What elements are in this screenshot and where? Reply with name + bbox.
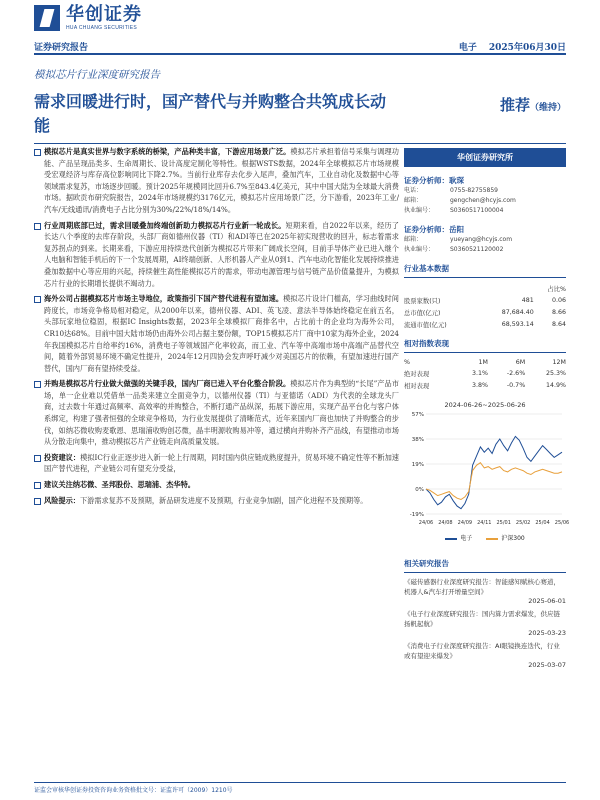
title-divider (34, 143, 566, 144)
y-tick-label: -19% (409, 512, 424, 518)
bullet-body: 模拟芯片承担着信号采集与调理功能、产品呈现品类多、生命周期长、设计高度定制化等特性。根据WSTS数据，2024年全球模拟芯片市场规模受宏观经济与库存高位影响同比下降2.7%。当前行业库存去化步入尾声，叠加汽车，工业自动化及数据中心等领域需求复苏，市场逐步回暖。预计2025年规模同比回升6.7%至843.4亿美元，其中中国大陆为全球最大消费市场。据欧贡布研究院报告，2024年市场规模约3176亿元，模拟芯片应用场景广泛，分下游看，2023年工业/汽车/无线通讯/消费电子占比分别为30%/22%/18%/14%。 (44, 147, 399, 214)
report-subtitle: 模拟芯片行业深度研究报告 (34, 69, 160, 81)
row-value: 481 (521, 296, 534, 304)
x-tick-label: 25/04 (535, 520, 550, 526)
bullet-lead: 模拟芯片是真实世界与数字系统的桥梁，产品种类丰富，下游应用场景广泛。 (44, 147, 291, 156)
y-tick-label: 0% (415, 487, 424, 493)
series-line (426, 463, 562, 500)
contact-key: 邮箱： (404, 197, 423, 204)
logo-cn: 华创证券 (66, 4, 142, 25)
analyst-name: 证券分析师：耿琛 (404, 176, 464, 185)
report-type: 证券研究报告 (34, 43, 89, 53)
perf-header-cell: 12M (552, 358, 566, 366)
perf-header-cell: 1M (478, 358, 488, 366)
table-row (404, 379, 566, 391)
analyst-list (404, 175, 566, 255)
bullet-lead: 行业周期底部已过，需求回暖叠加终端创新助力模拟芯片行业新一轮成长。 (44, 220, 286, 230)
row-pct: 0.06 (551, 296, 566, 304)
row-value: 68,593.14 (501, 320, 534, 328)
related-report-title[interactable]: 《电子行业深度研究报告：国内算力需求爆发，供应链扬帆起航》 (404, 610, 560, 628)
basic-data-title: 行业基本数据 (404, 264, 449, 273)
table-row (404, 306, 566, 318)
x-tick-label: 24/09 (457, 520, 473, 526)
chart-legend (404, 533, 566, 542)
legend-swatch (445, 538, 457, 540)
perf-title: 相对指数表现 (404, 339, 449, 348)
bullet-lead: 并购是模拟芯片行业做大做强的关键手段，国内厂商已进入平台化整合阶段。 (44, 379, 291, 389)
bullet-body: 模拟芯片作为典型的“长尾”产品市场，单一企业难以凭借单一品类来建立全面竞争力，以德州仪器（TI）与亚德诺（ADI）为代表的全球龙头厂商，过去数十年通过高频率、高效率的并购整合，不断打通产品纵深，拓展下游应用，实现产品平台化与客户体系绑定，构建了强者恒强的全球竞争格局，为行业发展提供了清晰范式，近年来国内厂商也加快了并购整合的步伐，如纳芯微收购麦歌恩、思瑞浦收购创芯微，晶丰明源收购易冲等，通过横向并购补齐产品线，有望推动市场从分散走向集中，推动模拟芯片产业链走向高质量发展。 (44, 379, 399, 447)
bullet-body: 短期来看，自2022年以来，经历了长达八个季度的去库存阶段，头部厂商如德州仪器（TI）和ADI等已在2025年初实现营收的回升，标志着需求复苏拐点的到来。长期来看，下游应用持续迭代创新为模拟芯片带来广阔成长空间，目前手导体产业已进入继个人电脑和智能手机后的下一个发展周期，AI终端创新、人形机器人产业从0到1、汽车电动化智能化发展持续推进叠加数据中心等应用的兴起，持续催生高性能模拟芯片的需求，带动电源管理与信号链产品价值量提升，为模拟芯片行业的长期增长提供不竭动力。 (44, 220, 399, 288)
contact-key: 邮箱： (404, 236, 423, 243)
bullet-lead: 海外公司占据模拟芯片市场主导地位，政策指引下国产替代进程有望加速。 (44, 294, 284, 304)
row-label: 股票家数(只) (404, 297, 441, 305)
chart-title: 2024-06-26~2025-06-26 (444, 401, 526, 409)
row-value: -0.7% (506, 381, 526, 389)
y-tick-label: 57% (411, 412, 424, 418)
footer-text: 证监会审核华创证券投资咨询业务资格批文号：证监许可（2009）1210号 (34, 787, 233, 794)
logo-mark-icon (34, 5, 60, 31)
sidebar-head: 华创证券研究所 (404, 148, 566, 167)
related-report-title[interactable]: 《磁传感器行业深度研究报告：智能感知赋核心赛道，机器人&汽车打开增量空间》 (404, 578, 560, 596)
sector: 电子 (458, 43, 477, 53)
analyst-contact: 电话： 0755-82755859 (404, 187, 498, 194)
bullet-paragraph (34, 293, 399, 374)
perf-header-cell: 6M (515, 358, 526, 366)
rating-sub: （维持） (529, 103, 566, 113)
bullet-paragraph (34, 452, 399, 475)
x-tick-label: 24/11 (477, 520, 492, 526)
analyst-contact: 执业编号： S0360521120002 (404, 246, 504, 253)
bullet-paragraph (34, 146, 399, 216)
row-pct: 8.66 (551, 308, 566, 316)
x-tick-label: 24/06 (418, 520, 434, 526)
rating-label: 推荐 (499, 96, 530, 114)
analyst-contact: 执业编号： S0360517100004 (404, 207, 504, 214)
row-value: 87,684.40 (501, 308, 534, 316)
row-label: 绝对表现 (404, 370, 430, 378)
row-value: 3.8% (471, 381, 488, 389)
perf-header-cell: % (404, 358, 410, 366)
rating (500, 94, 566, 115)
basic-data-divider (404, 277, 566, 278)
y-tick-label: 19% (411, 462, 424, 468)
analyst-name: 证券分析师：岳阳 (404, 225, 464, 234)
page-title: 需求回暖进行时，国产替代与并购整合共筑成长动能 (34, 92, 387, 135)
summary-bullets (34, 146, 399, 510)
logo (34, 5, 142, 31)
analyst-contact: 邮箱： yueyang@hcyjs.com (404, 236, 513, 243)
row-value: -2.6% (506, 369, 526, 377)
series-line (426, 436, 562, 508)
perf-table (404, 357, 566, 391)
bullet-lead: 投资建议： (44, 452, 81, 462)
y-tick-label: 38% (411, 437, 424, 443)
report-date: 2025年06月30日 (488, 43, 566, 53)
pct-header: 占比% (547, 285, 566, 293)
x-tick-label: 25/01 (496, 520, 511, 526)
related-list (404, 577, 566, 669)
bullet-paragraph (34, 495, 399, 507)
row-label: 总市值(亿元) (404, 309, 441, 317)
related-report-date: 2025-03-23 (528, 629, 566, 637)
analyst-contact: 邮箱： gengchen@hcyjs.com (404, 197, 516, 204)
row-label: 流通市值(亿元) (404, 321, 447, 329)
row-value: 25.3% (545, 369, 566, 377)
footer-divider (34, 782, 566, 783)
bullet-paragraph (34, 378, 399, 448)
x-tick-label: 25/06 (554, 520, 570, 526)
sidebar (404, 148, 570, 673)
bullet-body: 下游需求复苏不及预期，新品研发进度不及预期，行业竞争加剧，国产化进程不及预期等。 (79, 495, 368, 505)
contact-key: 执业编号： (404, 207, 435, 214)
related-report-date: 2025-06-01 (528, 597, 566, 605)
basic-data-table (404, 282, 566, 330)
table-row (404, 318, 566, 330)
legend-item: 沪深300 (486, 533, 524, 542)
header-meta (447, 40, 566, 53)
index-chart (404, 401, 570, 542)
related-divider (404, 572, 566, 573)
legend-item: 电子 (445, 533, 472, 542)
x-tick-label: 24/08 (438, 520, 453, 526)
x-tick-label: 25/02 (515, 520, 531, 526)
row-value: 3.1% (471, 369, 488, 377)
bullet-body: 模拟芯片设计门槛高，学习曲线时间跨度长，市场竞争格局相对稳定，从2000年以来，德州仪器、ADI、英飞凌、意法半导体始终稳定在前五名，头部玩家地位稳固，根据IC Insights数据，2023年全球模拟厂商排名中，占比前十的企业均为海外公司，CR10达68%。目前中国大陆市场仍由海外公司占据主要份额，TOP15模拟芯片厂商中10家为海外企业，2024年我国模拟芯片自给率约16%，消费电子等领域国产化率较高，而工业、汽车等中高端市场中高端产品替代空间，随着外部贸易环境不确定性提升，2024年12月四协会发声呼吁减少对美国芯片的依赖，有望加速进行国产替代，国内厂商有望持续受益。 (44, 294, 399, 373)
perf-divider (404, 352, 566, 353)
logo-en: HUA CHUANG SECURITIES (66, 25, 138, 31)
bullet-lead: 风险提示： (44, 495, 80, 505)
related-report-date: 2025-03-07 (528, 661, 566, 669)
bullet-paragraph (34, 220, 399, 290)
table-row (404, 294, 566, 306)
contact-key: 电话： (404, 187, 423, 194)
row-label: 相对表现 (404, 382, 430, 390)
row-value: 14.9% (545, 381, 566, 389)
bullet-lead: 建议关注纳芯微、圣邦股份、思瑞浦、杰华特。 (44, 480, 195, 490)
legend-swatch (486, 538, 498, 540)
contact-key: 执业编号： (404, 246, 435, 253)
row-pct: 8.64 (551, 320, 566, 328)
table-row (404, 367, 566, 379)
index-chart-svg (404, 410, 570, 528)
related-report-title[interactable]: 《消费电子行业深度研究报告：AI眼镜换连迭代，行业或有望迎来爆发》 (404, 642, 560, 660)
bullet-body: 模拟IC行业正逐步进入新一轮上行周期，同时国内供应链成熟度提升，贸易环境不确定性等不断加速国产替代进程，产业链公司有望充分受益， (44, 452, 399, 474)
bullet-paragraph (34, 479, 399, 491)
header-divider (34, 53, 566, 55)
related-title: 相关研究报告 (404, 559, 449, 568)
